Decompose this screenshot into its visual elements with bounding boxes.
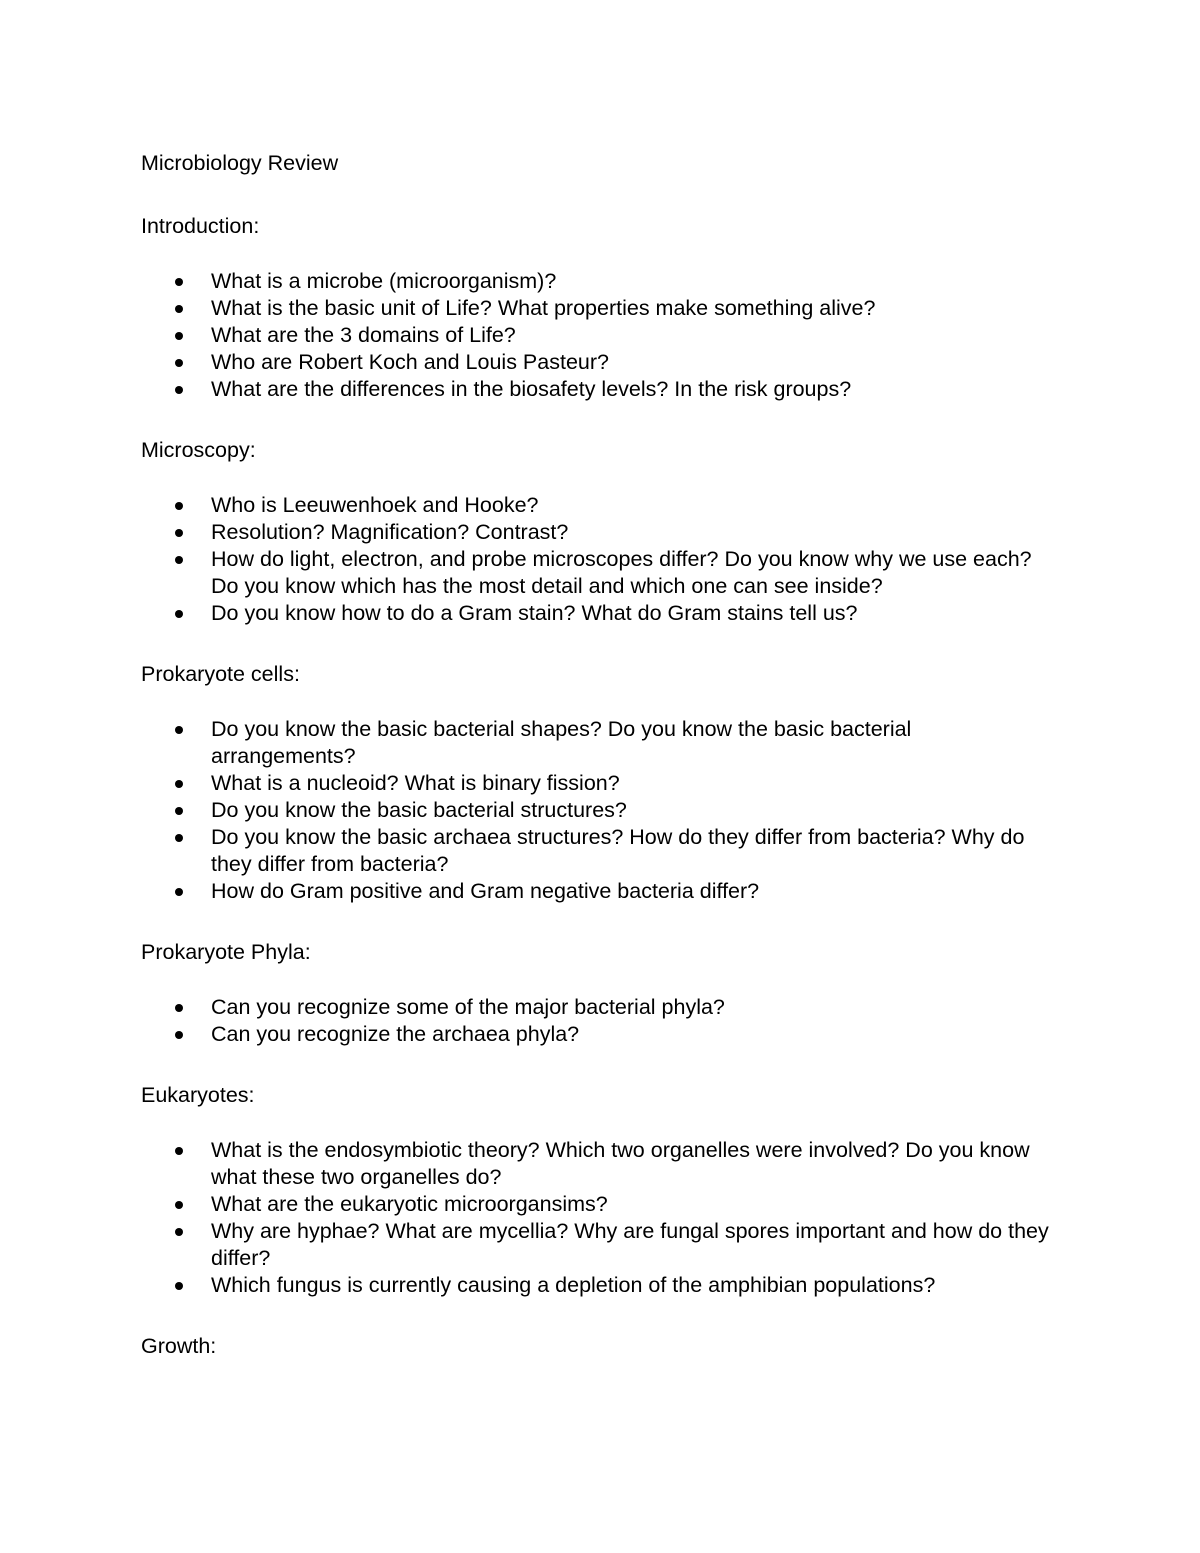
list-item [141, 878, 1061, 905]
bullet-icon [175, 1228, 183, 1236]
list-item-text: Can you recognize the archaea phyla? [211, 1022, 580, 1046]
list-item [141, 600, 1061, 627]
section [141, 1333, 1061, 1360]
bullet-icon [175, 278, 183, 286]
sections-container [141, 213, 1061, 1360]
bullet-icon [175, 1201, 183, 1209]
list-item [141, 716, 1061, 770]
list-item-text: Do you know how to do a Gram stain? What do Gram stains tell us? [211, 601, 858, 625]
bullet-list [141, 268, 1061, 403]
bullet-icon [175, 610, 183, 618]
list-item-text: What are the 3 domains of Life? [211, 323, 516, 347]
bullet-icon [175, 529, 183, 537]
list-item-text: Who are Robert Koch and Louis Pasteur? [211, 350, 609, 374]
section-heading: Growth: [141, 1334, 217, 1358]
list-item-text: Resolution? Magnification? Contrast? [211, 520, 569, 544]
list-item [141, 994, 1061, 1021]
list-item [141, 492, 1061, 519]
bullet-icon [175, 386, 183, 394]
bullet-icon [175, 332, 183, 340]
list-item-text: What are the eukaryotic microorgansims? [211, 1192, 608, 1216]
list-item-text: Do you know the basic bacterial shapes? Do you know the basic bacterial arrangements? [211, 717, 912, 768]
section-heading: Introduction: [141, 214, 260, 238]
bullet-list [141, 716, 1061, 905]
list-item-text: Why are hyphae? What are mycellia? Why are fungal spores important and how do they differ? [211, 1219, 1049, 1270]
bullet-icon [175, 1031, 183, 1039]
bullet-icon [175, 834, 183, 842]
list-item [141, 1272, 1061, 1299]
list-item [141, 1137, 1061, 1191]
list-item [141, 519, 1061, 546]
list-item-text: Do you know the basic archaea structures? How do they differ from bacteria? Why do they differ from bacteria? [211, 825, 1025, 876]
list-item [141, 376, 1061, 403]
document-page [141, 150, 1061, 1394]
list-item [141, 268, 1061, 295]
list-item [141, 546, 1061, 600]
list-item-text: What is a nucleoid? What is binary fission? [211, 771, 620, 795]
bullet-icon [175, 888, 183, 896]
list-item [141, 349, 1061, 376]
list-item-text: Can you recognize some of the major bacterial phyla? [211, 995, 725, 1019]
list-item-text: Who is Leeuwenhoek and Hooke? [211, 493, 539, 517]
section-heading: Prokaryote cells: [141, 662, 300, 686]
section [141, 1082, 1061, 1299]
bullet-icon [175, 1004, 183, 1012]
list-item-text: What is the basic unit of Life? What properties make something alive? [211, 296, 876, 320]
list-item [141, 1191, 1061, 1218]
section [141, 661, 1061, 905]
bullet-icon [175, 359, 183, 367]
list-item [141, 1021, 1061, 1048]
list-item [141, 824, 1061, 878]
document-title: Microbiology Review [141, 151, 339, 175]
list-item-text: What is a microbe (microorganism)? [211, 269, 557, 293]
list-item [141, 1218, 1061, 1272]
list-item [141, 322, 1061, 349]
bullet-icon [175, 1282, 183, 1290]
list-item-text: Do you know the basic bacterial structures? [211, 798, 627, 822]
list-item-text: What are the differences in the biosafety levels? In the risk groups? [211, 377, 852, 401]
bullet-icon [175, 502, 183, 510]
bullet-icon [175, 305, 183, 313]
section [141, 437, 1061, 627]
list-item-text: What is the endosymbiotic theory? Which two organelles were involved? Do you know what these two organelles do? [211, 1138, 1030, 1189]
bullet-list [141, 994, 1061, 1048]
list-item [141, 295, 1061, 322]
list-item-text: How do Gram positive and Gram negative bacteria differ? [211, 879, 760, 903]
section-heading: Eukaryotes: [141, 1083, 255, 1107]
list-item [141, 770, 1061, 797]
bullet-icon [175, 807, 183, 815]
bullet-list [141, 1137, 1061, 1299]
bullet-icon [175, 556, 183, 564]
list-item [141, 797, 1061, 824]
section [141, 939, 1061, 1048]
list-item-text: How do light, electron, and probe microscopes differ? Do you know why we use each? Do you know which has the most detail and which one can see inside? [211, 547, 1032, 598]
list-item-text: Which fungus is currently causing a depletion of the amphibian populations? [211, 1273, 936, 1297]
section-heading: Prokaryote Phyla: [141, 940, 311, 964]
bullet-icon [175, 780, 183, 788]
bullet-list [141, 492, 1061, 627]
section-heading: Microscopy: [141, 438, 256, 462]
bullet-icon [175, 726, 183, 734]
section [141, 213, 1061, 403]
bullet-icon [175, 1147, 183, 1155]
